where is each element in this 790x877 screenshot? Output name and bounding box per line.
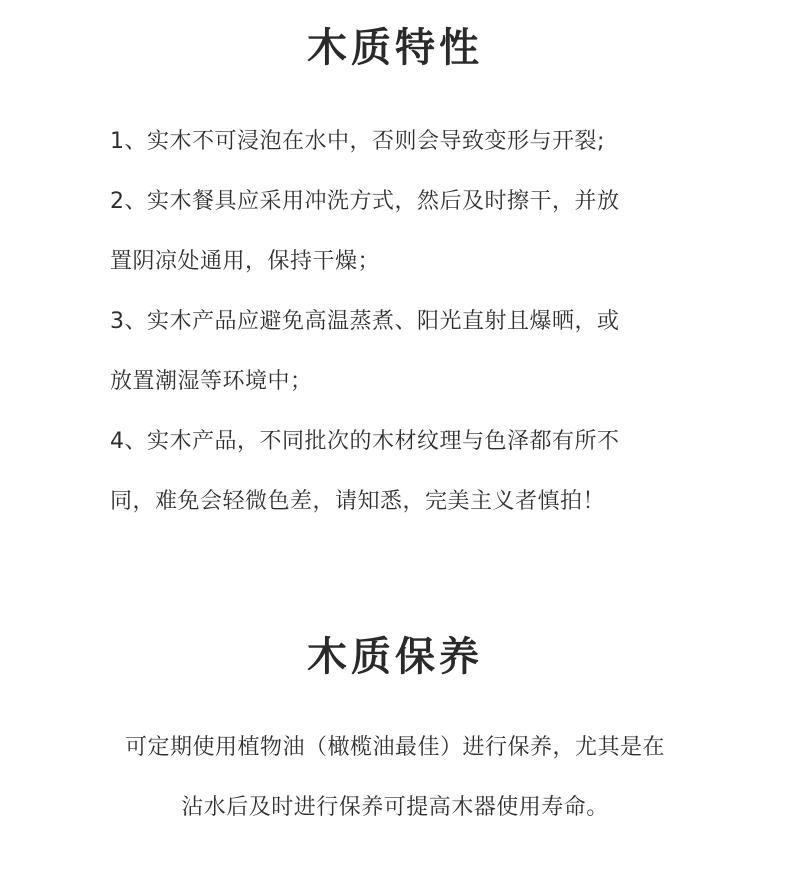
property-line-4: 4、实木产品，不同批次的木材纹理与色泽都有所不 <box>110 429 620 454</box>
property-line-2-cont: 置阴凉处通用，保持干燥； <box>110 249 381 274</box>
property-line-3: 3、实木产品应避免高温蒸煮、阳光直射且爆晒，或 <box>110 309 620 334</box>
maintenance-line-2: 沾水后及时进行保养可提高木器使用寿命。 <box>181 795 609 820</box>
property-line-1: 1、实木不可浸泡在水中，否则会导致变形与开裂; <box>110 129 605 154</box>
property-line-3-cont: 放置潮湿等环境中； <box>110 369 313 394</box>
property-line-2: 2、实木餐具应采用冲洗方式，然后及时擦干，并放 <box>110 189 620 214</box>
maintenance-line-1: 可定期使用植物油（橄榄油最佳）进行保养，尤其是在 <box>124 735 665 760</box>
section-title-wood-properties: 木质特性 <box>307 25 483 71</box>
section-title-wood-maintenance: 木质保养 <box>307 634 483 680</box>
property-line-4-cont: 同，难免会轻微色差，请知悉，完美主义者慎拍！ <box>110 489 606 514</box>
